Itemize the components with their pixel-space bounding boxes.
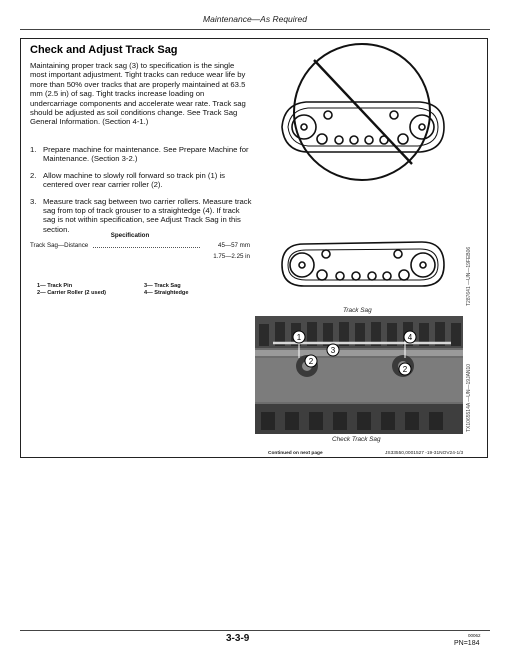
svg-text:2: 2 [308,357,314,366]
page-header-title: Maintenance—As Required [203,14,307,24]
legend-item-carrier-roller: 2— Carrier Roller (2 used) [37,290,107,296]
spec-value-mm: 45—57 mm [218,242,250,249]
step-text: Prepare machine for maintenance. See Prepare Machine for Maintenance. (Section 3-2.) [43,145,249,164]
procedure-steps [30,145,252,241]
step-1 [30,145,252,164]
svg-text:2: 2 [402,365,408,374]
spec-value-in: 1.75—2.25 in [213,253,250,260]
footer-rule [20,630,490,631]
photo-bottom-caption: Check Track Sag [332,436,381,443]
callout-3 [327,344,339,356]
legend-item-track-pin: 1— Track Pin [37,283,73,289]
track-photo-image [255,316,463,434]
callout-1 [293,331,305,343]
document-id: JS33550,0001527 -19-31NOV24-1/3 [385,451,464,456]
callout-2-left [305,355,317,367]
spec-row [30,242,250,252]
legend-item-straightedge: 4— Straightedge [144,290,189,296]
figure-code-photo: TX1065514A —UN—19JAN10 [466,363,472,432]
step-number: 1. [30,145,37,154]
spec-label: Track Sag—Distance [30,242,89,249]
correct-track-diagram [282,242,444,286]
step-3 [30,197,252,235]
spec-leader-dots [93,247,200,248]
figure-code-top: T287641 —UN—19FEB06 [466,246,472,306]
spec-title: Specification [110,232,150,239]
legend-item-track-sag: 3— Track Sag [144,283,181,289]
step-2 [30,171,252,190]
continued-note: Continued on next page [268,451,323,456]
svg-text:4: 4 [407,333,413,342]
callout-2-right [399,363,411,375]
incorrect-tight-track-diagram [282,44,444,180]
svg-text:3: 3 [330,346,336,355]
intro-paragraph: Maintaining proper track sag (3) to specification is the single most important adjustment. Tight tracks can reduce wear life by more than 50% over tracks that are properly maintained at 63.5 mm (2.5 in) of sag. Tight tracks increase loading on undercarriage components and accelerate wear rate. Track sag should be adjusted as soil conditions change. See Track Sag General Information. (Section 4-1.) [30,61,246,127]
footer-code: 00062 [468,633,481,638]
track-photo [255,316,463,434]
step-text: Allow machine to slowly roll forward so track pin (1) is centered over rear carrier roller (2). [43,170,225,190]
photo-caption: Track Sag [343,307,372,314]
svg-text:1: 1 [296,333,302,342]
callout-4 [404,331,416,343]
page-number: 3-3-9 [226,633,250,644]
header-rule [20,29,490,30]
track-sag-diagram [262,42,467,302]
pn-number: PN=184 [454,640,480,647]
step-number: 2. [30,170,37,180]
step-number: 3. [30,196,37,206]
step-text: Measure track sag between two carrier rollers. Measure track sag from top of track grouser to a straightedge (4). If track sag is not within specification, see Adjust Track Sag in this section. [43,196,252,234]
section-title: Check and Adjust Track Sag [30,44,178,56]
